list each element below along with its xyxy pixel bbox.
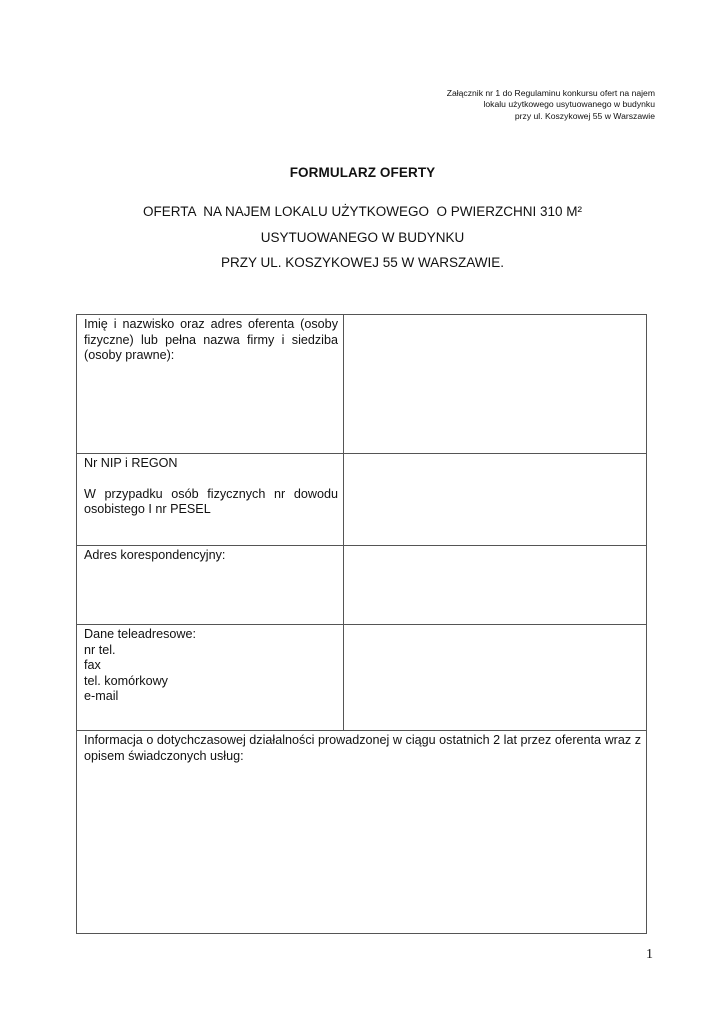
applicant-field[interactable]: [344, 315, 647, 454]
activity-label: Informacja o dotychczasowej działalności prowadzonej w ciągu ostatnich 2 lat przez oferenta wraz z opisem świadczonych usług:: [84, 733, 641, 763]
correspondence-field[interactable]: [344, 546, 647, 625]
nip-regon-cell: [77, 454, 344, 546]
nip-regon-note: W przypadku osób fizycznych nr dowodu osobistego I nr PESEL: [84, 486, 338, 516]
form-row-activity: [77, 731, 647, 934]
contact-item: e-mail: [84, 689, 119, 703]
contact-item: nr tel.: [84, 642, 116, 657]
form-row-nip-regon: [77, 454, 647, 546]
form-row-correspondence: [77, 546, 647, 625]
offer-heading-line: OFERTA NA NAJEM LOKALU UŻYTKOWEGO O PWIERZCHNI 310 M²: [142, 204, 583, 219]
offer-heading: [0, 199, 725, 276]
form-row-contact: [77, 625, 647, 731]
contact-field[interactable]: [344, 625, 647, 731]
offer-heading-line: USYTUOWANEGO W BUDYNKU: [260, 229, 465, 245]
form-title: FORMULARZ OFERTY: [289, 165, 436, 180]
offer-heading-line: PRZY UL. KOSZYKOWEJ 55 W WARSZAWIE.: [220, 255, 505, 270]
nip-regon-field[interactable]: [344, 454, 647, 546]
form-row-applicant: [77, 315, 647, 454]
nip-regon-label: Nr NIP i REGON: [84, 456, 178, 470]
contact-label: Dane teleadresowe:: [84, 627, 197, 641]
annex-line: Załącznik nr 1 do Regulaminu konkursu ofert na najem: [446, 88, 655, 98]
annex-line: przy ul. Koszykowej 55 w Warszawie: [514, 110, 655, 121]
annex-line: lokalu użytkowego usytuowanego w budynku: [483, 99, 655, 110]
activity-field[interactable]: [77, 731, 647, 934]
page-number: 1: [646, 947, 653, 962]
contact-item: tel. komórkowy: [84, 673, 168, 688]
correspondence-label: Adres korespondencyjny:: [77, 546, 344, 625]
applicant-label: Imię i nazwisko oraz adres oferenta (osoby fizyczne) lub pełna nazwa firmy i siedziba (osoby prawne):: [77, 315, 344, 454]
offer-form-table: [76, 314, 647, 934]
spacer: [84, 472, 338, 487]
contact-cell: [77, 625, 344, 731]
contact-item: fax: [84, 658, 101, 672]
annex-reference: [325, 88, 655, 122]
